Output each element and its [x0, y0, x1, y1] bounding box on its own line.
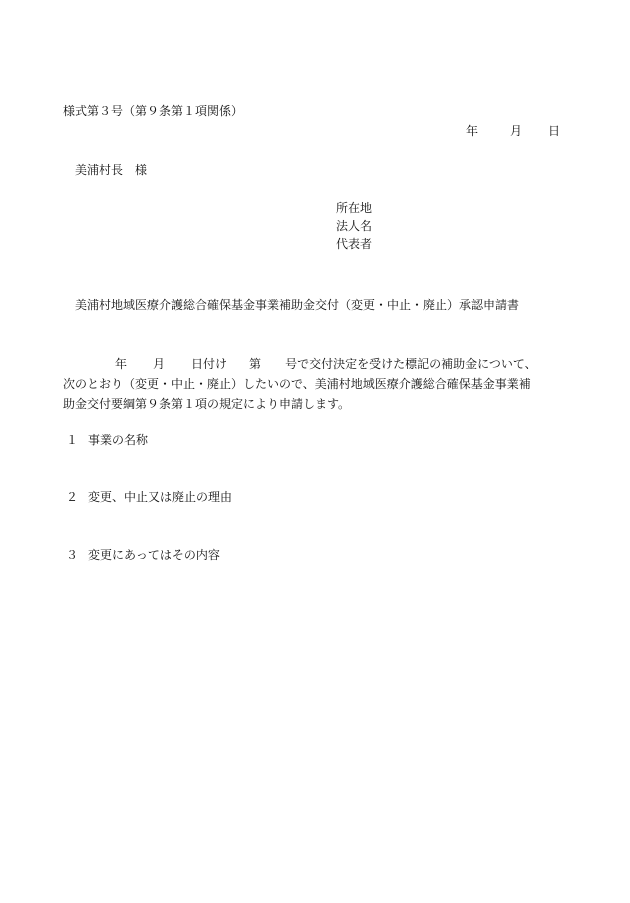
- body-rest-line-1: 号で交付決定を受けた標記の補助金について、: [285, 357, 537, 371]
- body-month: 月: [153, 357, 166, 371]
- item-number: ３: [66, 548, 79, 562]
- item-change-content: [66, 548, 220, 562]
- date-month: 月: [510, 124, 523, 138]
- document-title: 美浦村地域医療介護総合確保基金事業補助金交付（変更・中止・廃止）承認申請書: [75, 298, 520, 312]
- item-change-reason: [66, 490, 232, 504]
- body-dai: 第: [249, 357, 262, 371]
- addressee: 美浦村長 様: [75, 163, 148, 177]
- item-label: 変更、中止又は廃止の理由: [88, 490, 233, 504]
- body-year: 年: [115, 357, 128, 371]
- item-number: ２: [66, 490, 79, 504]
- applicant-block: [336, 201, 372, 255]
- form-number: 様式第３号（第９条第１項関係）: [63, 104, 244, 118]
- body-day: 日付け: [191, 357, 228, 371]
- item-business-name: [66, 433, 148, 447]
- date-day: 日: [548, 124, 561, 138]
- address-label: 所在地: [336, 201, 373, 215]
- body-line-3: 助金交付要綱第９条第１項の規定により申請します。: [63, 397, 351, 411]
- body-paragraph: [63, 354, 573, 414]
- item-label: 事業の名称: [88, 433, 149, 447]
- corp-name-label: 法人名: [336, 219, 373, 233]
- body-line-1: [63, 354, 573, 374]
- item-label: 変更にあってはその内容: [88, 548, 220, 562]
- body-line-2: 次のとおり（変更・中止・廃止）したいので、美浦村地域医療介護総合確保基金事業補: [63, 377, 531, 391]
- date-year: 年: [466, 124, 479, 138]
- date-line: [466, 124, 560, 138]
- representative-label: 代表者: [336, 237, 373, 251]
- item-number: １: [66, 433, 79, 447]
